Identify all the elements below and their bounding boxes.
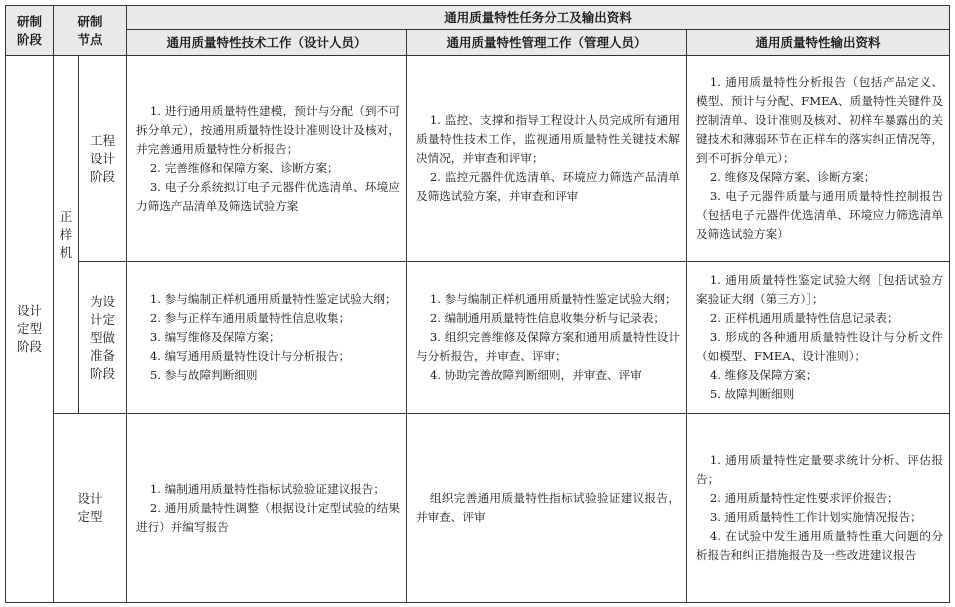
output-cell: 1. 通用质量特性分析报告（包括产品定义、模型、预计与分配、FMEA、质量特性关键件及控制清单、设计准则及核对、初样车暴露出的关键技术和薄弱环节在正样车的落实纠正情况等，到不可拆分单元）； 2. 维修及保障方案、诊断方案； 3. 电子元器件质量与通用质量特性控制报告（包括电子元器件优选清单、环境应力筛选清单及筛选试验方案） (687, 56, 950, 262)
header-node: 研制 节点 (54, 6, 127, 56)
node-label: 设计 定型 (54, 414, 127, 603)
tech-work-cell: 1. 进行通用质量特性建模，预计与分配（到不可拆分单元），按通用质量特性设计准则设计及核对，并完善通用质量特性分析报告； 2. 完善维修和保障方案、诊断方案； 3. 电子分系统拟订电子元器件优选清单、环境应力筛选产品清单及筛选试验方案 (127, 56, 407, 262)
node-label: 工程 设计 阶段 (79, 56, 127, 262)
header-group-title: 通用质量特性任务分工及输出资料 (127, 6, 950, 30)
mgmt-work-cell: 组织完善通用质量特性指标试验验证建议报告，并审查、评审 (407, 414, 687, 603)
stage-label: 设计 定型 阶段 (6, 56, 54, 603)
header-output: 通用质量特性输出资料 (687, 30, 950, 56)
output-cell: 1. 通用质量特性鉴定试验大纲［包括试验方案验证大纲（第三方）］； 2. 正样机通用质量特性信息记录表； 3. 形成的各种通用质量特性设计与分析文件（如模型、FMEA、设计准则）； 4. 维修及保障方案； 5. 故障判断细则 (687, 262, 950, 414)
node-label: 为设 计定 型做 准备 阶段 (79, 262, 127, 414)
header-stage: 研制 阶段 (6, 6, 54, 56)
mgmt-work-cell: 1. 参与编制正样机通用质量特性鉴定试验大纲； 2. 编制通用质量特性信息收集分析与记录表； 3. 组织完善维修及保障方案和通用质量特性设计与分析报告，并审查、评审； 4. 协助完善故障判断细则，并审查、评审 (407, 262, 687, 414)
prototype-label: 正 样 机 (54, 56, 79, 414)
header-mgmt-work: 通用质量特性管理工作（管理人员） (407, 30, 687, 56)
quality-task-table (5, 5, 950, 603)
table-row (6, 262, 950, 414)
output-cell: 1. 通用质量特性定量要求统计分析、评估报告； 2. 通用质量特性定性要求评价报告； 3. 通用质量特性工作计划实施情况报告； 4. 在试验中发生通用质量特性重大问题的分析报告和纠正措施报告及一些改进建议报告 (687, 414, 950, 603)
table-row (6, 56, 950, 262)
table-row (6, 414, 950, 603)
tech-work-cell: 1. 编制通用质量特性指标试验验证建议报告； 2. 通用质量特性调整（根据设计定型试验的结果进行）并编写报告 (127, 414, 407, 603)
header-tech-work: 通用质量特性技术工作（设计人员） (127, 30, 407, 56)
mgmt-work-cell: 1. 监控、支撑和指导工程设计人员完成所有通用质量特性技术工作，监视通用质量特性关键技术解决情况，并审查和评审； 2. 监控元器件优选清单、环境应力筛选产品清单及筛选试验方案，并审查和评审 (407, 56, 687, 262)
tech-work-cell: 1. 参与编制正样机通用质量特性鉴定试验大纲； 2. 参与正样车通用质量特性信息收集； 3. 编写维修及保障方案； 4. 编写通用质量特性设计与分析报告； 5. 参与故障判断细则 (127, 262, 407, 414)
